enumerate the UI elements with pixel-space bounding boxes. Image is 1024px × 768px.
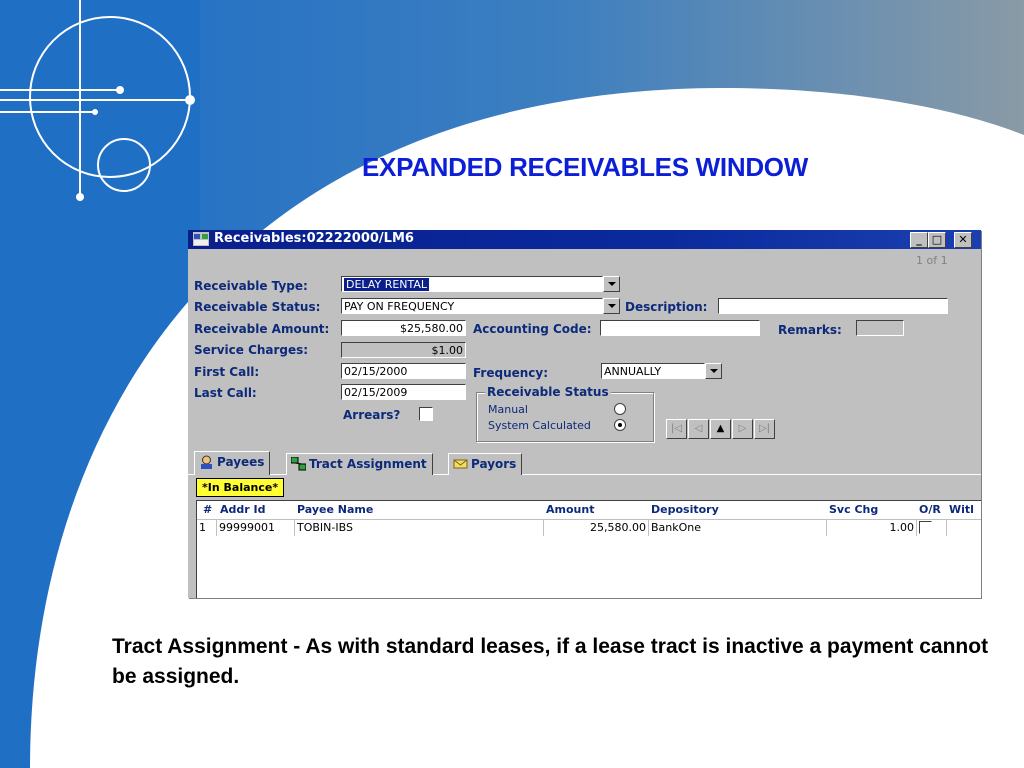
tab-payees-label: Payees [217, 455, 265, 469]
cell-svc-chg: 1.00 [827, 520, 917, 536]
tab-payors-label: Payors [471, 457, 517, 471]
or-checkbox[interactable] [919, 521, 932, 534]
receivable-type-label: Receivable Type: [194, 279, 308, 293]
maximize-button[interactable]: □ [928, 232, 946, 248]
cell-or [917, 520, 947, 536]
tab-payees[interactable] [194, 451, 270, 475]
system-calculated-radio[interactable] [614, 419, 626, 431]
service-charges-field: $1.00 [341, 342, 466, 358]
column-header-amount[interactable]: Amount [546, 503, 595, 516]
slide-title: EXPANDED RECEIVABLES WINDOW [362, 152, 808, 182]
receivable-status-label: Receivable Status: [194, 300, 321, 314]
tract-icon [291, 457, 306, 471]
eject-icon[interactable]: ▲ [710, 419, 731, 439]
close-button[interactable]: ✕ [954, 232, 972, 248]
receivable-status-group-title: Receivable Status [487, 385, 609, 399]
receivable-amount-input[interactable]: $25,580.00 [341, 320, 466, 336]
column-header-witl[interactable]: Witl [949, 503, 974, 516]
column-header-or[interactable]: O/R [919, 503, 941, 516]
column-header-depository[interactable]: Depository [651, 503, 719, 516]
frequency-select[interactable]: ANNUALLY [601, 363, 705, 379]
window-titlebar[interactable] [188, 230, 981, 249]
receivables-window [188, 230, 981, 598]
description-input[interactable] [718, 298, 948, 314]
column-header-addr-id[interactable]: Addr Id [220, 503, 266, 516]
cell-payee-name: TOBIN-IBS [295, 520, 544, 536]
receivable-type-value: DELAY RENTAL [346, 278, 428, 291]
window-title: Receivables:02222000/LM6 [214, 231, 414, 246]
cell-amount: 25,580.00 [544, 520, 649, 536]
system-calculated-option-label: System Calculated [488, 419, 591, 432]
manual-option-label: Manual [488, 403, 528, 416]
cell-depository: BankOne [649, 520, 827, 536]
receivable-status-group [476, 392, 654, 442]
cell-witl [947, 520, 981, 536]
cell-num: 1 [197, 520, 217, 536]
manual-radio[interactable] [614, 403, 626, 415]
receivable-status-select[interactable]: PAY ON FREQUENCY [341, 298, 603, 314]
tab-tract-assignment-label: Tract Assignment [309, 457, 427, 471]
column-header-payee-name[interactable]: Payee Name [297, 503, 374, 516]
frequency-dropdown-icon[interactable] [705, 363, 722, 379]
tab-tract-assignment[interactable] [286, 453, 433, 475]
receivable-status-dropdown-icon[interactable] [603, 298, 620, 314]
accounting-code-input[interactable] [600, 320, 760, 336]
previous-record-button[interactable]: ◁ [688, 419, 709, 439]
payors-icon [453, 457, 468, 471]
accounting-code-label: Accounting Code: [473, 322, 592, 336]
frequency-label: Frequency: [473, 366, 549, 380]
receivable-type-dropdown-icon[interactable] [603, 276, 620, 292]
remarks-field[interactable] [856, 320, 904, 336]
in-balance-badge: *In Balance* [196, 478, 284, 497]
next-record-button[interactable]: ▷ [732, 419, 753, 439]
last-call-label: Last Call: [194, 386, 257, 400]
minimize-button[interactable]: _ [910, 232, 928, 248]
record-counter: 1 of 1 [916, 254, 948, 267]
first-record-button[interactable]: |◁ [666, 419, 687, 439]
arrears-label: Arrears? [343, 408, 401, 422]
last-record-button[interactable]: ▷| [754, 419, 775, 439]
first-call-input[interactable]: 02/15/2000 [341, 363, 466, 379]
first-call-label: First Call: [194, 365, 260, 379]
tab-payors[interactable] [448, 453, 522, 475]
last-call-input[interactable]: 02/15/2009 [341, 384, 466, 400]
arrears-checkbox[interactable] [419, 407, 433, 421]
slide-caption: Tract Assignment - As with standard leases, if a lease tract is inactive a payment cannot be assigned. [112, 635, 989, 688]
receivable-type-select[interactable] [341, 276, 603, 292]
app-icon [193, 232, 209, 246]
payees-grid [196, 500, 981, 598]
description-label: Description: [625, 300, 708, 314]
service-charges-label: Service Charges: [194, 343, 309, 357]
payees-icon [199, 455, 214, 469]
column-header-svc-chg[interactable]: Svc Chg [829, 503, 879, 516]
receivable-amount-label: Receivable Amount: [194, 322, 330, 336]
remarks-label: Remarks: [778, 323, 842, 337]
cell-addr-id: 99999001 [217, 520, 295, 536]
column-header-num[interactable]: # [203, 503, 213, 516]
